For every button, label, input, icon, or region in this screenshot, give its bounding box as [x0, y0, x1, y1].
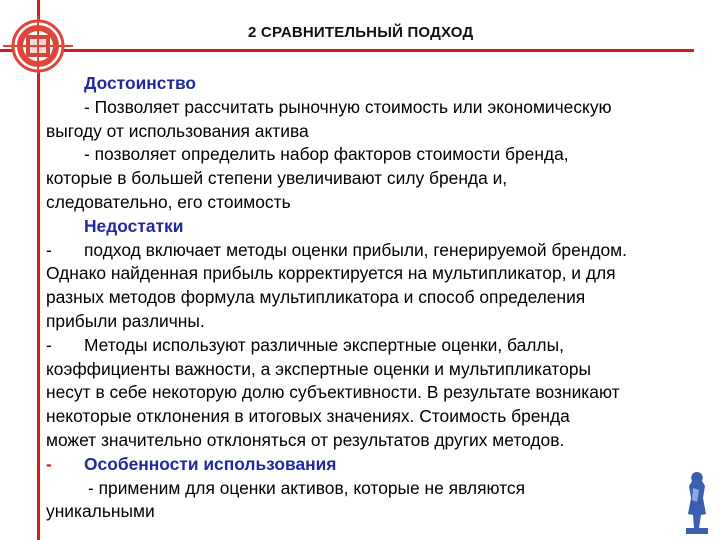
disadvantage-2-text-1: Методы используют различные экспертные оценки, баллы, [84, 334, 564, 355]
disadvantage-2-line-4: некоторые отклонения в итоговых значениях. Стоимость бренда [46, 406, 570, 427]
disadvantages-heading: Недостатки [84, 215, 184, 236]
bullet-dash: - [46, 334, 52, 355]
advantage-1-line-2: выгоду от использования актива [46, 120, 309, 141]
advantages-heading: Достоинство [84, 73, 197, 93]
disadvantage-1-text-1: подход включает методы оценки прибыли, генерируемой брендом. [84, 239, 627, 260]
disadvantage-1-line-4: прибыли различны. [46, 310, 205, 331]
advantage-1-text-1: - Позволяет рассчитать рыночную стоимость или экономическую [84, 96, 612, 117]
disadvantage-2-line-1 [46, 334, 710, 358]
usage-heading-line [46, 453, 710, 477]
advantage-2-line-3: следовательно, его стоимость [46, 191, 291, 212]
red-vertical-rule [37, 0, 40, 540]
usage-bullet-dash: - [46, 453, 52, 474]
svg-text:· · ·: · · · [34, 45, 42, 51]
disadvantage-2-line-5: может значительно отклоняться от результатов других методов. [46, 429, 565, 450]
usage-line-1: - применим для оценки активов, которые не являются [88, 477, 526, 498]
advantage-1-line-1 [46, 96, 710, 120]
disadvantage-2-line-2: коэффициенты важности, а экспертные оценки и мультипликаторы [46, 358, 591, 379]
advantage-2-line-2: которые в большей степени увеличивают силу бренда и, [46, 168, 508, 189]
usage-heading: Особенности использования [84, 453, 337, 474]
target-logo-icon [3, 14, 73, 74]
disadvantage-2-line-3: несут в себе некоторую долю субъективности. В результате возникают [46, 382, 620, 403]
page-title: 2 СРАВНИТЕЛЬНЫЙ ПОДХОД [248, 24, 474, 41]
advantage-2-line-1: - позволяет определить набор факторов стоимости бренда, [84, 144, 569, 165]
disadvantage-1-line-1 [46, 239, 710, 263]
disadvantage-1-line-2: Однако найденная прибыль корректируется на мультипликатор, и для [46, 263, 616, 284]
usage-line-2: уникальными [46, 501, 155, 522]
bullet-dash: - [46, 239, 52, 260]
disadvantage-1-line-3: разных методов формула мультипликатора и способ определения [46, 287, 586, 308]
slide-body [46, 72, 710, 524]
red-horizontal-rule [0, 49, 694, 52]
